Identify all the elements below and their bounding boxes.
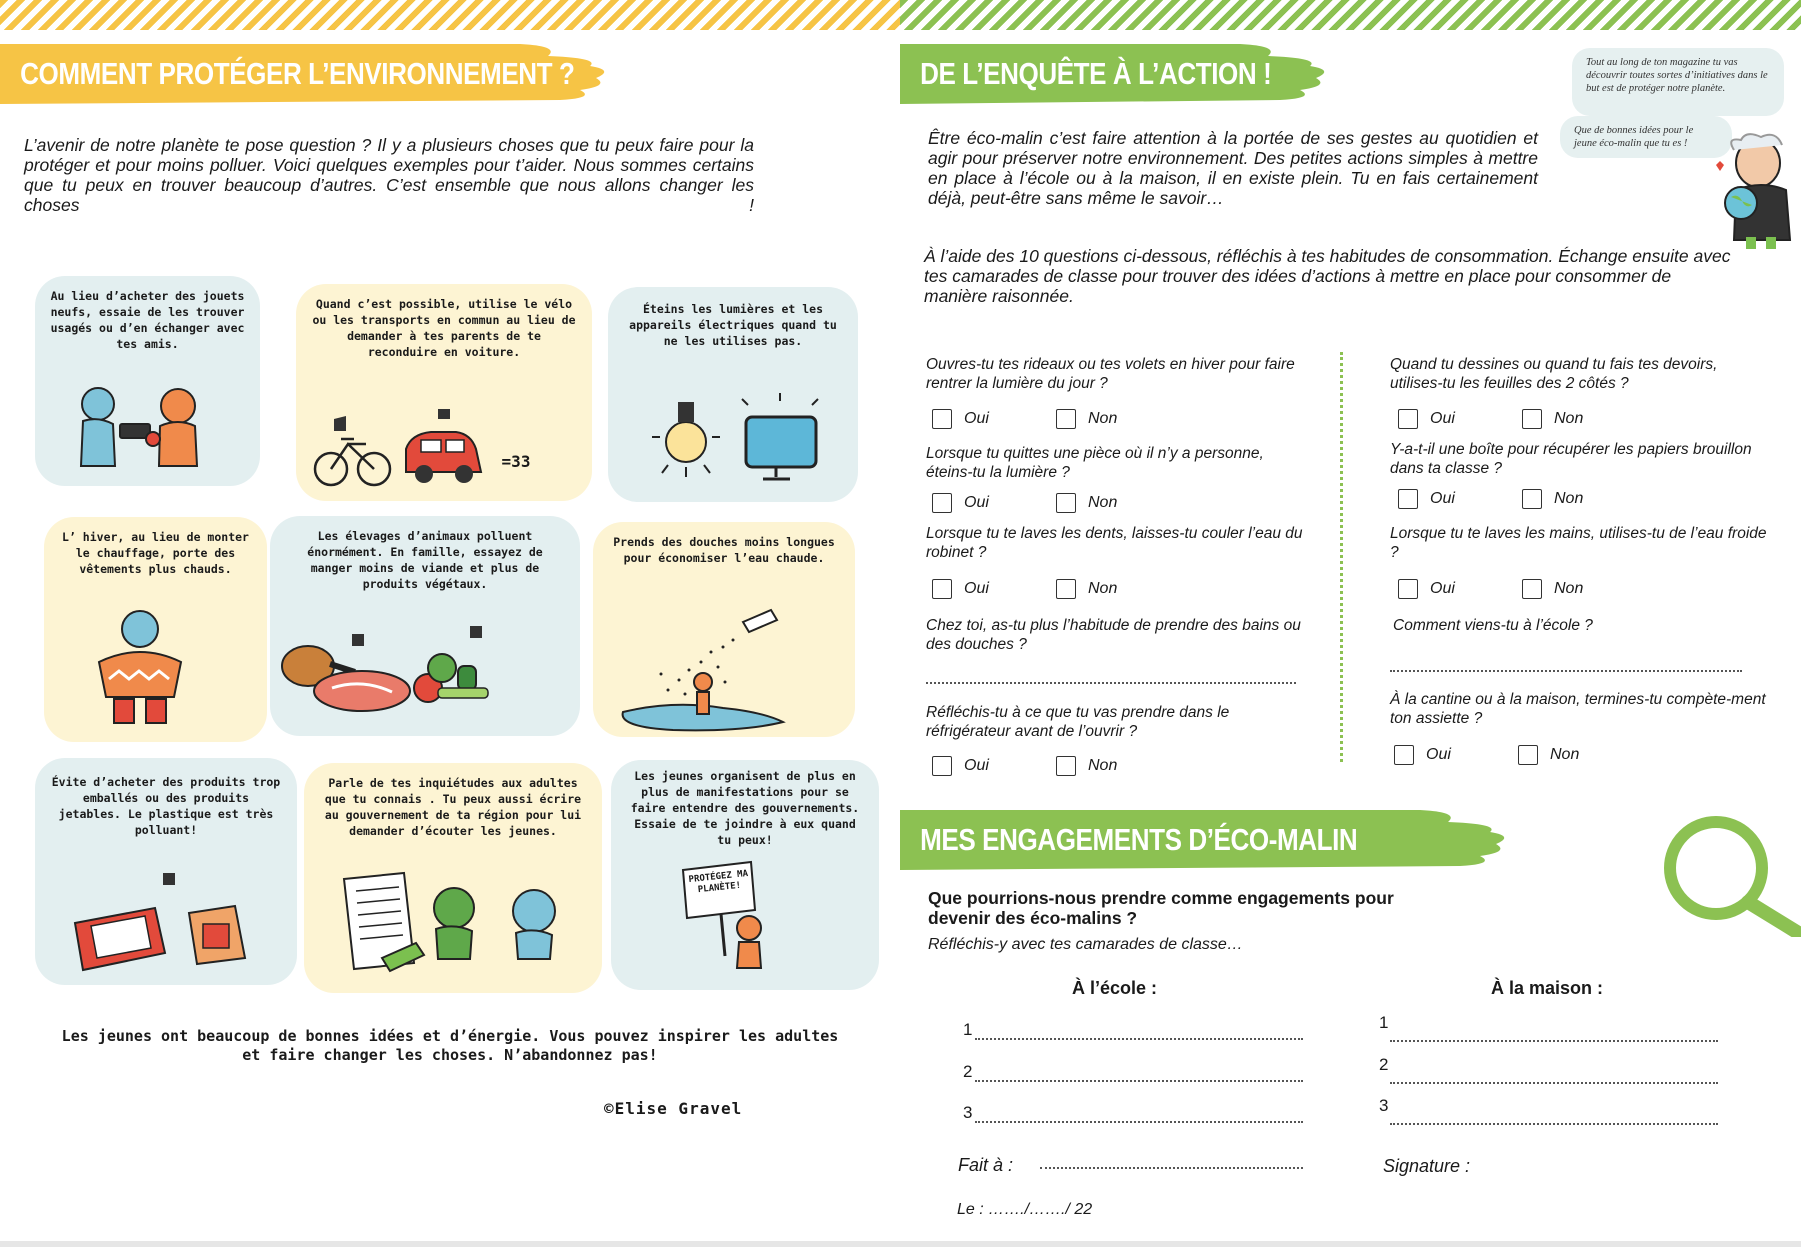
top-stripe-yellow: [0, 0, 900, 30]
comic-panel-3: [608, 287, 858, 502]
home-line-3-number: 3: [1379, 1096, 1389, 1115]
q8-no-label: Non: [1554, 580, 1584, 597]
instructions: À l’aide des 10 questions ci-dessous, réfléchis à tes habitudes de consommation. Échange ensuite avec tes camarades de classe pour trouver des idées d’actions à mettre en place pour consommer de manière raisonnée.: [924, 246, 1731, 306]
q6-no-checkbox[interactable]: [1522, 409, 1542, 429]
shower-illustration: [593, 522, 855, 737]
comic-footer: Les jeunes ont beaucoup de bonnes idées et d’énergie. Vous pouvez inspirer les adultes et faire changer les choses. N’abandonnez pas!: [61, 1027, 839, 1064]
question-7: Y-a-t-il une boîte pour récupérer les papiers brouillon dans ta classe ?: [1390, 441, 1752, 477]
q2-no-option[interactable]: [1056, 493, 1117, 513]
q10-yes-option[interactable]: [1394, 745, 1451, 765]
question-2: Lorsque tu quittes une pièce où il n’y a personne, éteins-tu la lumière ?: [926, 445, 1264, 481]
exhaust-sound: =33: [501, 452, 531, 471]
q2-yes-option[interactable]: [932, 493, 989, 513]
speech-bubble-1: Tout au long de ton magazine tu vas découvrir toutes sortes d’initiatives dans le but est de protéger notre planète.: [1572, 48, 1784, 116]
question-8: Lorsque tu te laves les mains, utilises-tu de l’eau froide ?: [1390, 525, 1767, 561]
q2-no-label: Non: [1088, 494, 1118, 511]
engagements-subtitle: Réfléchis-y avec tes camarades de classe…: [928, 936, 1243, 953]
q8-yes-checkbox[interactable]: [1398, 579, 1418, 599]
illustration-credit: ©Elise Gravel: [604, 1099, 743, 1118]
comic-panel-1-text: Au lieu d’acheter des jouets neufs, essaie de les trouver usagés ou d’en échanger avec tes amis.: [50, 289, 245, 351]
protest-sign-text: PROTÉGEZ MA PLANÈTE!: [688, 868, 749, 896]
comic-panel-6: [593, 522, 855, 737]
q6-no-option[interactable]: [1522, 409, 1583, 429]
q10-yes-checkbox[interactable]: [1394, 745, 1414, 765]
q6-yes-checkbox[interactable]: [1398, 409, 1418, 429]
q7-yes-option[interactable]: [1398, 489, 1455, 509]
comic-panel-4-text: L’ hiver, au lieu de monter le chauffage, porte des vêtements plus chauds.: [62, 530, 249, 576]
mascot-illustration: [1706, 125, 1801, 255]
q8-yes-label: Oui: [1430, 580, 1455, 597]
q1-no-label: Non: [1088, 410, 1118, 427]
q3-yes-checkbox[interactable]: [932, 579, 952, 599]
school-line-1[interactable]: [975, 1038, 1303, 1040]
comic-panel-2-text: Quand c’est possible, utilise le vélo ou les transports en commun au lieu de demander à tes parents de te reconduire en voiture.: [312, 297, 576, 359]
done-at-label: Fait à :: [958, 1155, 1014, 1175]
q8-no-option[interactable]: [1522, 579, 1583, 599]
comic-panel-7: [35, 758, 297, 985]
question-10: À la cantine ou à la maison, termines-tu compète-ment ton assiette ?: [1390, 691, 1766, 727]
home-line-2-number: 2: [1379, 1055, 1389, 1074]
comic-panel-1: [35, 276, 260, 486]
q2-yes-checkbox[interactable]: [932, 493, 952, 513]
done-at-line[interactable]: [1040, 1167, 1303, 1169]
meat-vegetables-illustration: [270, 516, 580, 736]
q6-yes-label: Oui: [1430, 410, 1455, 427]
question-3: Lorsque tu te laves les dents, laisses-tu couler l’eau du robinet ?: [926, 525, 1303, 561]
question-5: Réfléchis-tu à ce que tu vas prendre dans le réfrigérateur avant de l’ouvrir ?: [926, 704, 1230, 740]
home-line-3[interactable]: [1390, 1123, 1718, 1125]
right-intro: Être éco-malin c’est faire attention à la portée de ses gestes au quotidien et agir pour préserver notre environnement. Des petites actions simples à mettre en place à l’école ou à la maison, il en existe plein. Tu en fais certainement déjà, peut-être sans même le savoir…: [928, 128, 1538, 208]
q1-yes-option[interactable]: [932, 409, 989, 429]
home-line-1[interactable]: [1390, 1040, 1718, 1042]
comic-panel-8-text: Parle de tes inquiétudes aux adultes que tu connais . Tu peux aussi écrire au gouvernement de ta région pour lui demander d’écouter les jeunes.: [324, 776, 582, 838]
q7-yes-checkbox[interactable]: [1398, 489, 1418, 509]
q6-yes-option[interactable]: [1398, 409, 1455, 429]
q5-no-label: Non: [1088, 757, 1118, 774]
speech-bubble-2: Que de bonnes idées pour le jeune éco-malin que tu es !: [1560, 116, 1732, 158]
school-line-2[interactable]: [975, 1080, 1303, 1082]
question-6: Quand tu dessines ou quand tu fais tes devoirs, utilises-tu les feuilles des 2 côtés ?: [1390, 356, 1718, 392]
engagements-question: Que pourrions-nous prendre comme engagements pour devenir des éco-malins ?: [928, 888, 1394, 928]
q3-no-option[interactable]: [1056, 579, 1117, 599]
q2-yes-label: Oui: [964, 494, 989, 511]
lightbulb-tv-illustration: [608, 287, 858, 502]
q5-yes-option[interactable]: [932, 756, 989, 776]
q5-no-option[interactable]: [1056, 756, 1117, 776]
q5-yes-checkbox[interactable]: [932, 756, 952, 776]
q10-no-checkbox[interactable]: [1518, 745, 1538, 765]
q8-no-checkbox[interactable]: [1522, 579, 1542, 599]
q9-answer-line[interactable]: [1390, 670, 1742, 672]
q10-yes-label: Oui: [1426, 746, 1451, 763]
q7-yes-label: Oui: [1430, 490, 1455, 507]
q2-no-checkbox[interactable]: [1056, 493, 1076, 513]
magnifier-icon: [1650, 812, 1801, 937]
comic-panel-3-text: Éteins les lumières et les appareils électriques quand tu ne les utilises pas.: [629, 302, 837, 348]
bike-car-illustration: [296, 284, 592, 501]
school-column-title: À l’école :: [1072, 978, 1158, 998]
comic-panel-5-text: Les élevages d’animaux polluent énormément. En famille, essayez de manger moins de viande et plus de produits végétaux.: [307, 529, 543, 591]
right-page-title: DE L’ENQUÊTE À L’ACTION !: [920, 56, 1272, 91]
comic-panel-5: [270, 516, 580, 736]
q3-yes-label: Oui: [964, 580, 989, 597]
home-column-title: À la maison :: [1491, 978, 1604, 998]
bottom-edge: [0, 1241, 1801, 1247]
packaging-illustration: [35, 758, 297, 985]
engagements-title: MES ENGAGEMENTS D’ÉCO-MALIN: [920, 822, 1358, 857]
q1-no-option[interactable]: [1056, 409, 1117, 429]
column-divider: [1340, 352, 1343, 762]
school-line-3-number: 3: [963, 1103, 973, 1122]
date-line[interactable]: Le : ……./……./ 22: [957, 1201, 1093, 1218]
home-line-1-number: 1: [1379, 1013, 1389, 1032]
comic-panel-8: [304, 763, 602, 993]
comic-panel-4: [44, 517, 267, 742]
comic-panel-9-text: Les jeunes organisent de plus en plus de manifestations pour se faire entendre des gouvernements. Essaie de te joindre à eux quand tu peux!: [630, 769, 860, 847]
top-stripe-green: [900, 0, 1801, 30]
question-4: Chez toi, as-tu plus l’habitude de prendre des bains ou des douches ?: [926, 617, 1301, 653]
q7-no-checkbox[interactable]: [1522, 489, 1542, 509]
question-9: Comment viens-tu à l’école ?: [1393, 617, 1593, 634]
q1-no-checkbox[interactable]: [1056, 409, 1076, 429]
home-line-2[interactable]: [1390, 1082, 1718, 1084]
left-intro: L’avenir de notre planète te pose question ? Il y a plusieurs choses que tu peux faire pour la protéger et pour moins polluer. Voici quelques exemples pour t’aider. Nous sommes certains que tu peux en trouver beaucoup d’autres. C’est ensemble que nous allons changer les choses !: [24, 135, 754, 215]
q10-no-option[interactable]: [1518, 745, 1579, 765]
q8-yes-option[interactable]: [1398, 579, 1455, 599]
toy-exchange-illustration: [35, 276, 260, 486]
q7-no-option[interactable]: [1522, 489, 1583, 509]
q1-yes-checkbox[interactable]: [932, 409, 952, 429]
q6-no-label: Non: [1554, 410, 1584, 427]
comic-panel-6-text: Prends des douches moins longues pour économiser l’eau chaude.: [613, 535, 835, 565]
comic-panel-7-text: Évite d’acheter des produits trop emballés ou des produits jetables. Le plastique est très polluant!: [51, 775, 281, 837]
q4-answer-line[interactable]: [926, 682, 1296, 684]
comic-panel-9: [611, 760, 879, 990]
signature-label: Signature :: [1383, 1156, 1471, 1176]
school-line-3[interactable]: [975, 1121, 1303, 1123]
q3-no-checkbox[interactable]: [1056, 579, 1076, 599]
q3-no-label: Non: [1088, 580, 1118, 597]
school-line-2-number: 2: [963, 1062, 973, 1081]
letter-writing-illustration: [304, 763, 602, 993]
q5-yes-label: Oui: [964, 757, 989, 774]
q1-yes-label: Oui: [964, 410, 989, 427]
q3-yes-option[interactable]: [932, 579, 989, 599]
left-page-title: COMMENT PROTÉGER L’ENVIRONNEMENT ?: [20, 56, 575, 91]
q7-no-label: Non: [1554, 490, 1584, 507]
school-line-1-number: 1: [963, 1020, 973, 1039]
q5-no-checkbox[interactable]: [1056, 756, 1076, 776]
q10-no-label: Non: [1550, 746, 1580, 763]
comic-panel-2: [296, 284, 592, 501]
question-1: Ouvres-tu tes rideaux ou tes volets en hiver pour faire rentrer la lumière du jour ?: [926, 356, 1295, 392]
warm-sweater-illustration: [44, 517, 267, 742]
